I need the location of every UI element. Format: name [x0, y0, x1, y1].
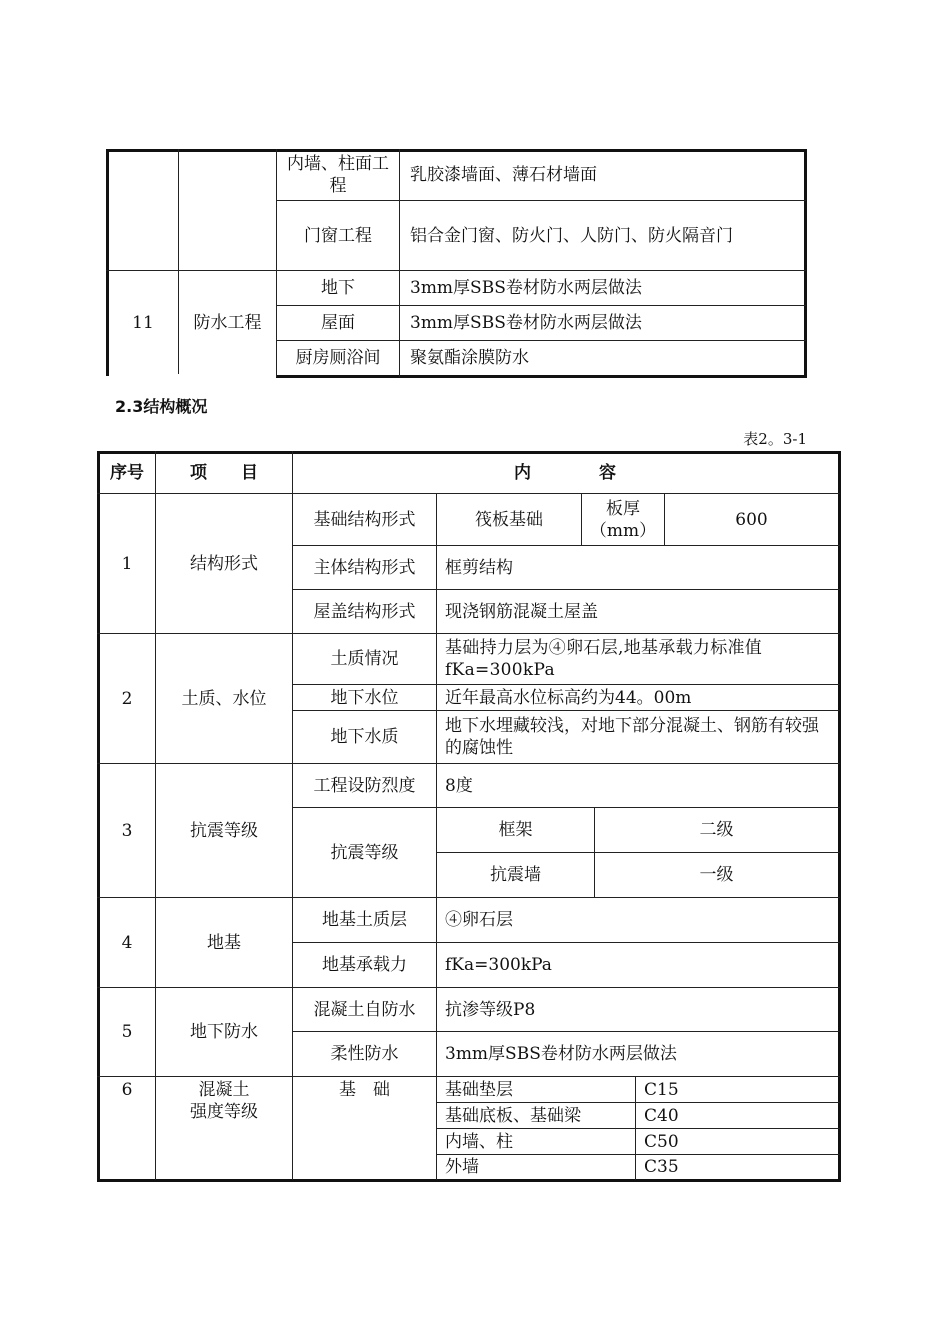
r4-cap-value: fKa=300kPa	[445, 955, 552, 975]
r5-name: 地下防水	[190, 1022, 258, 1042]
r6-item-4-grade: C35	[644, 1157, 679, 1177]
header-item: 项 目	[190, 463, 258, 483]
r2-gq-value: 地下水埋藏较浅，对地下部分混凝土、钢筋有较强的腐蚀性	[445, 716, 819, 758]
table1-sub3-item: 厨房厕浴间	[295, 348, 381, 368]
r6-sub-label: 基 础	[339, 1080, 390, 1100]
r3-frame-label: 框架	[498, 820, 533, 840]
r1-main-label: 主体结构形式	[313, 557, 416, 578]
table1-sub2-content: 3mm厚SBS卷材防水两层做法	[410, 313, 642, 333]
r4-layer-value: ④卵石层	[445, 910, 513, 930]
r6-name	[156, 1079, 292, 1179]
r5-self-label: 混凝土自防水	[313, 999, 416, 1020]
r1-roof-value: 现浇钢筋混凝土屋盖	[445, 601, 598, 622]
r2-soil-label: 土质情况	[330, 649, 399, 669]
r6-item-2-grade: C40	[644, 1105, 679, 1126]
r1-thick-label: 板厚（mm）	[589, 498, 657, 541]
table1-sub2-item: 屋面	[321, 313, 355, 333]
r2-soil-value: 基础持力层为④卵石层,地基承载力标准值fKa=300kPa	[445, 638, 763, 680]
r3-fort-value: 8度	[445, 775, 473, 796]
table1-sub3-content: 聚氨酯涂膜防水	[410, 348, 529, 368]
r5-no: 5	[121, 1022, 133, 1042]
r2-gw-label: 地下水位	[330, 687, 399, 708]
r2-name: 土质、水位	[181, 688, 267, 709]
table-caption: 表2。3-1	[743, 430, 807, 448]
r3-frame-value: 二级	[699, 820, 734, 840]
r4-no: 4	[121, 932, 133, 953]
r4-name: 地基	[207, 932, 241, 953]
r6-item-2-name: 基础底板、基础梁	[445, 1105, 581, 1126]
r6-item-1-grade: C15	[644, 1079, 679, 1100]
table1-row1-item: 内墙、柱面工程	[287, 154, 389, 196]
r5-flex-label: 柔性防水	[330, 1044, 399, 1064]
r1-name: 结构形式	[190, 553, 258, 574]
table1-row2-content: 铝合金门窗、防火门、人防门、防火隔音门	[410, 225, 733, 246]
r6-name-line2: 强度等级	[190, 1102, 258, 1122]
r1-main-value: 框剪结构	[445, 557, 513, 578]
r4-cap-label: 地基承载力	[322, 955, 407, 975]
r6-item-3-grade: C50	[644, 1131, 679, 1152]
r2-gq-label: 地下水质	[330, 727, 399, 747]
r3-grade-label: 抗震等级	[330, 842, 399, 863]
section-heading: 2.3结构概况	[115, 397, 208, 416]
r6-item-4-name: 外墙	[445, 1157, 479, 1177]
table1-group11-no: 11	[132, 313, 154, 333]
header-content: 内 容	[514, 463, 616, 483]
table1-sub1-content: 3mm厚SBS卷材防水两层做法	[410, 278, 642, 298]
table1-row1-content: 乳胶漆墙面、薄石材墙面	[410, 165, 597, 185]
r1-found-value: 筏板基础	[475, 509, 543, 530]
r3-no: 3	[121, 820, 133, 841]
r1-found-label: 基础结构形式	[313, 509, 416, 530]
r6-no: 6	[121, 1080, 133, 1100]
r2-no: 2	[121, 688, 133, 709]
r4-layer-label: 地基土质层	[322, 910, 407, 930]
header-no: 序号	[110, 463, 144, 483]
r5-flex-value: 3mm厚SBS卷材防水两层做法	[445, 1044, 677, 1064]
r6-item-1-name: 基础垫层	[445, 1079, 513, 1100]
r3-name: 抗震等级	[190, 820, 258, 841]
r5-self-value: 抗渗等级P8	[445, 999, 536, 1020]
table1-row2-item: 门窗工程	[304, 225, 372, 246]
r1-roof-label: 屋盖结构形式	[313, 601, 416, 622]
r1-thick-value: 600	[735, 509, 768, 530]
r2-gw-value: 近年最高水位标高约为44。00m	[445, 687, 692, 708]
r3-wall-value: 一级	[699, 865, 734, 885]
r6-name-line1: 混凝土	[198, 1080, 250, 1100]
r6-item-3-name: 内墙、柱	[445, 1131, 513, 1152]
r1-no: 1	[121, 553, 133, 574]
table1-sub1-item: 地下	[321, 278, 355, 298]
r3-wall-label: 抗震墙	[490, 865, 541, 885]
r3-fort-label: 工程设防烈度	[313, 775, 416, 796]
table1-group11-name: 防水工程	[193, 313, 262, 333]
